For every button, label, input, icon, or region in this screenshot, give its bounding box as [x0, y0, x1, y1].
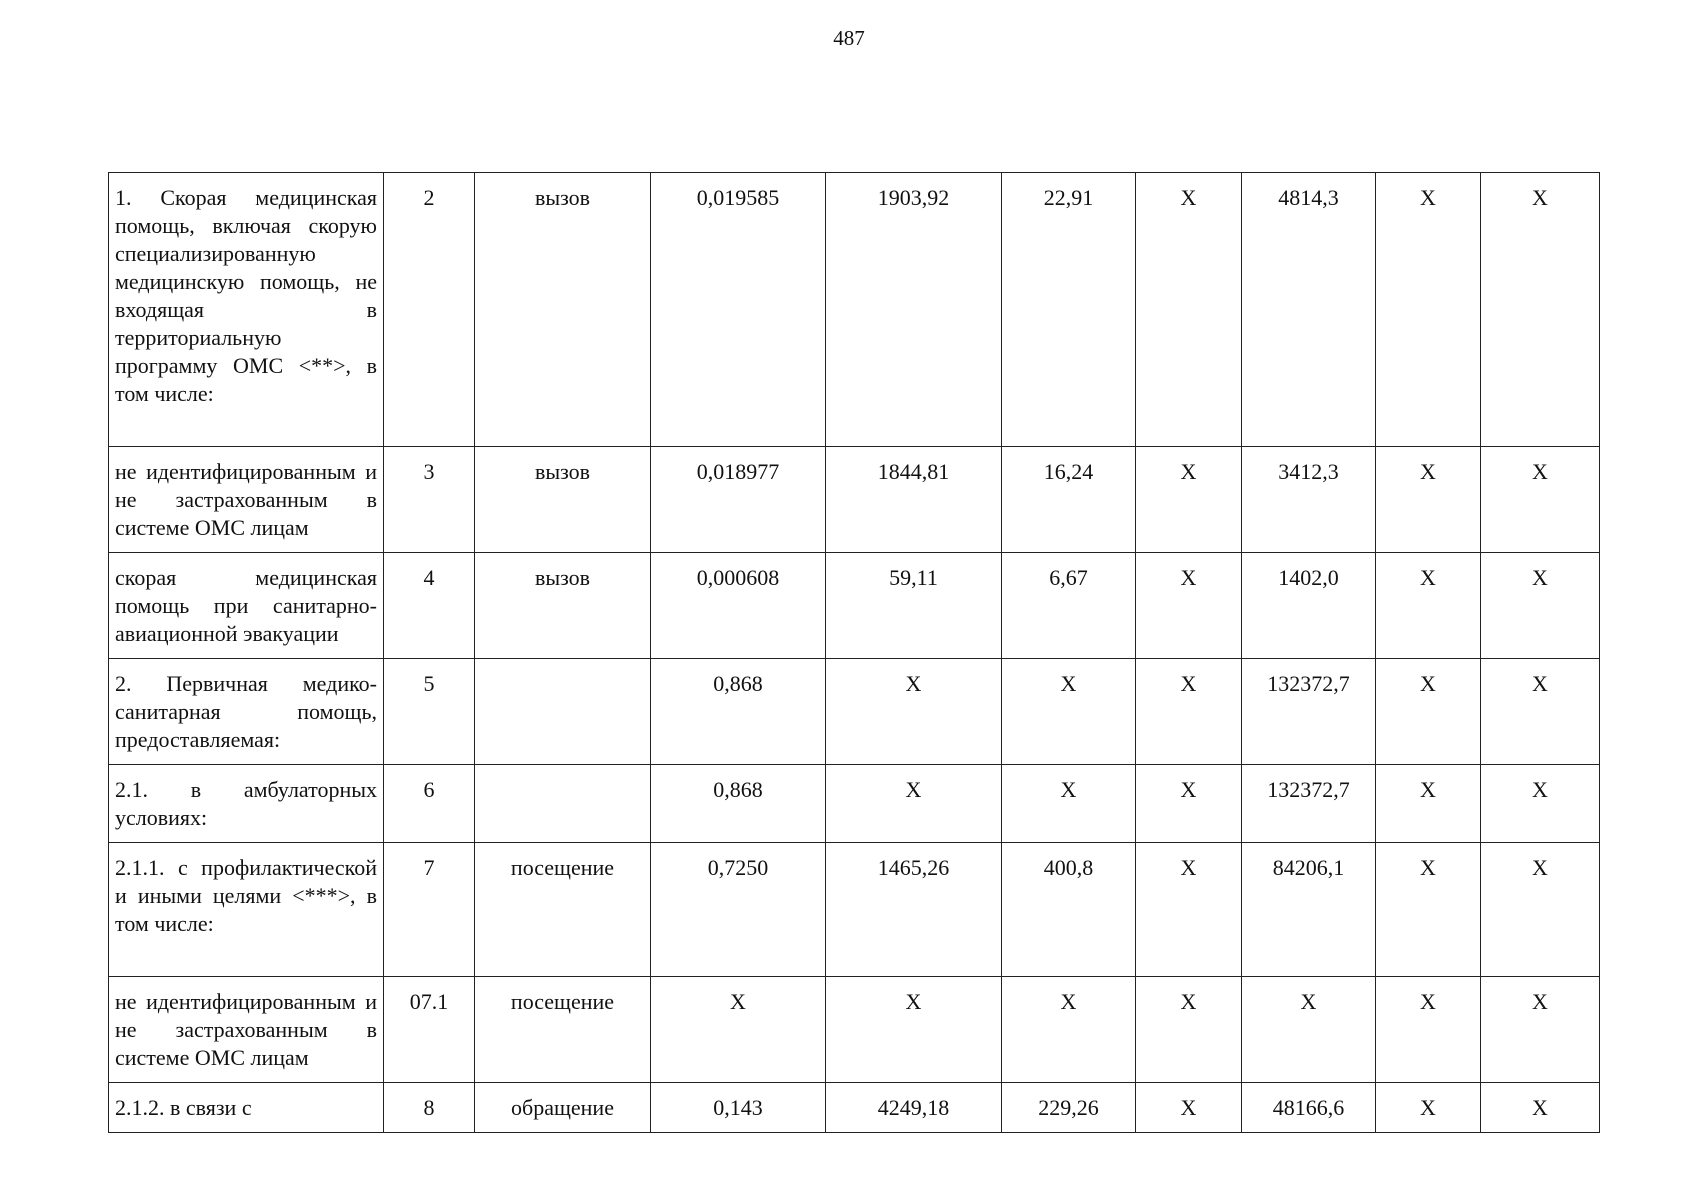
table-cell: 4	[384, 553, 475, 659]
financial-norms-table	[108, 172, 1600, 1133]
table-cell: 0,019585	[651, 173, 826, 447]
table-row	[109, 843, 1600, 977]
table-cell: 6	[384, 765, 475, 843]
row-name-cell: не идентифицированным и не застрахованным в системе ОМС лицам	[109, 977, 384, 1083]
row-name-cell: 2.1. в амбулаторных условиях:	[109, 765, 384, 843]
table-cell: Х	[1136, 659, 1242, 765]
table-cell: Х	[1376, 977, 1481, 1083]
table-row	[109, 553, 1600, 659]
row-name-cell: 1. Скорая медицинская помощь, включая скорую специализированную медицинскую помощь, не входящая в территориальную программу ОМС <**>, в том числе:	[109, 173, 384, 447]
table-cell: Х	[1481, 447, 1600, 553]
table-cell: 0,7250	[651, 843, 826, 977]
table-cell: вызов	[475, 447, 651, 553]
table-row	[109, 977, 1600, 1083]
table-cell: Х	[1136, 447, 1242, 553]
table-cell: Х	[1136, 1083, 1242, 1133]
table-cell: Х	[1481, 1083, 1600, 1133]
table-cell: 48166,6	[1242, 1083, 1376, 1133]
table-row	[109, 447, 1600, 553]
table-cell	[475, 659, 651, 765]
table-cell	[475, 765, 651, 843]
row-name-cell: не идентифицированным и не застрахованным в системе ОМС лицам	[109, 447, 384, 553]
table-cell: 3	[384, 447, 475, 553]
table-cell: Х	[1376, 447, 1481, 553]
table-cell: Х	[1136, 765, 1242, 843]
table-cell: Х	[1242, 977, 1376, 1083]
table-cell: 1903,92	[826, 173, 1002, 447]
table-cell: Х	[1002, 765, 1136, 843]
table-cell: Х	[651, 977, 826, 1083]
row-name-cell: 2.1.2. в связи с	[109, 1083, 384, 1133]
table-cell: Х	[1376, 553, 1481, 659]
table-cell: Х	[1481, 173, 1600, 447]
table-cell: 4249,18	[826, 1083, 1002, 1133]
table-cell: Х	[1136, 843, 1242, 977]
table-cell: 22,91	[1002, 173, 1136, 447]
table-cell: Х	[1481, 765, 1600, 843]
table-cell: 6,67	[1002, 553, 1136, 659]
table-cell: посещение	[475, 977, 651, 1083]
table-cell: 5	[384, 659, 475, 765]
table-cell: Х	[1481, 977, 1600, 1083]
table-cell: 1844,81	[826, 447, 1002, 553]
table-cell: 7	[384, 843, 475, 977]
table-cell: Х	[1136, 977, 1242, 1083]
table-cell: 3412,3	[1242, 447, 1376, 553]
table-cell: 59,11	[826, 553, 1002, 659]
table-cell: Х	[1002, 659, 1136, 765]
table-cell: Х	[1002, 977, 1136, 1083]
table-cell: 16,24	[1002, 447, 1136, 553]
row-name-cell: скорая медицинская помощь при санитарно-авиационной эвакуации	[109, 553, 384, 659]
table-cell: 0,868	[651, 765, 826, 843]
table-cell: 229,26	[1002, 1083, 1136, 1133]
table-row	[109, 765, 1600, 843]
table-cell: Х	[826, 765, 1002, 843]
table-cell: 400,8	[1002, 843, 1136, 977]
table-cell: Х	[826, 977, 1002, 1083]
table-cell: 8	[384, 1083, 475, 1133]
table-cell: вызов	[475, 173, 651, 447]
table-cell: Х	[1481, 659, 1600, 765]
table-cell: 84206,1	[1242, 843, 1376, 977]
table-cell: 2	[384, 173, 475, 447]
table-body	[109, 173, 1600, 1133]
row-name-cell: 2. Первичная медико-санитарная помощь, предоставляемая:	[109, 659, 384, 765]
table-cell: Х	[1376, 659, 1481, 765]
table-cell: Х	[1376, 173, 1481, 447]
table-cell: 1402,0	[1242, 553, 1376, 659]
table-cell: Х	[1376, 1083, 1481, 1133]
table-cell: 132372,7	[1242, 659, 1376, 765]
table-cell: Х	[1136, 173, 1242, 447]
table-row	[109, 173, 1600, 447]
table-cell: 0,868	[651, 659, 826, 765]
table-cell: Х	[1376, 765, 1481, 843]
table-cell: 0,000608	[651, 553, 826, 659]
table-cell: 07.1	[384, 977, 475, 1083]
row-name-cell: 2.1.1. с профилактической и иными целями <***>, в том числе:	[109, 843, 384, 977]
table-cell: 0,018977	[651, 447, 826, 553]
table-cell: Х	[1376, 843, 1481, 977]
table-cell: Х	[1481, 553, 1600, 659]
table-cell: 0,143	[651, 1083, 826, 1133]
page-number: 487	[833, 26, 865, 50]
table-cell: Х	[826, 659, 1002, 765]
table-cell: Х	[1481, 843, 1600, 977]
table-cell: посещение	[475, 843, 651, 977]
table-cell: вызов	[475, 553, 651, 659]
table-row	[109, 1083, 1600, 1133]
table-cell: 1465,26	[826, 843, 1002, 977]
table-cell: обращение	[475, 1083, 651, 1133]
table-row	[109, 659, 1600, 765]
table-cell: Х	[1136, 553, 1242, 659]
table-cell: 132372,7	[1242, 765, 1376, 843]
table-cell: 4814,3	[1242, 173, 1376, 447]
